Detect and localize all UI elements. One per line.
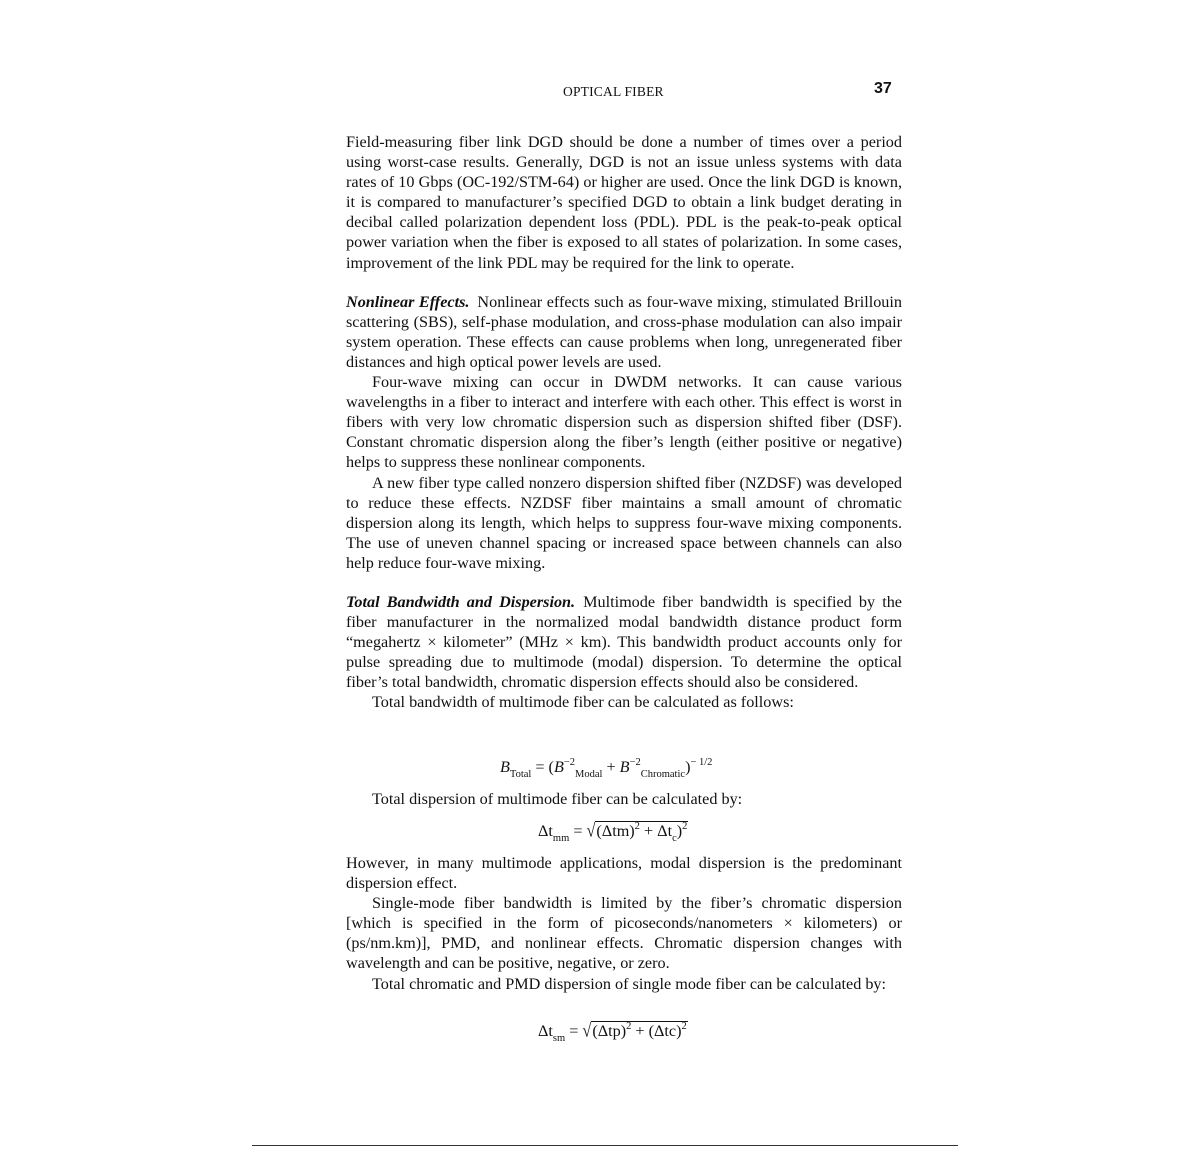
square-root-icon: √ [586, 820, 596, 842]
paragraph-nonlinear [346, 292, 902, 372]
paragraph-total-dispersion-mm: Total dispersion of multimode fiber can be calculated by: [372, 790, 743, 808]
text-block-2 [346, 789, 902, 809]
total-bandwidth-text: Multimode fiber bandwidth is specified by the fiber manufacturer in the normalized modal bandwidth distance product form “megahertz × kilometer” (MHz × km). This bandwidth product accounts only for pulse spreading due to multimode (modal) dispersion. To determine the optical fiber’s total bandwidth, chromatic dispersion effects should also be considered. [346, 592, 902, 692]
paragraph-however: However, in many multimode applications, modal dispersion is the predominant dispersion effect. [346, 854, 902, 893]
paragraph-total-chromatic: Total chromatic and PMD dispersion of single mode fiber can be calculated by: [372, 974, 887, 993]
equation-total-bandwidth: $B_{Total} = (B^{-2}_{Modal} + B^{-2}_{Chromatic})^{- 1/2}$ [500, 757, 713, 780]
equation-dispersion-sm: $\Delta t_{sm} = √(\Delta tp)^2 + (\Delta tc)^2$ [538, 1020, 687, 1044]
paragraph-single-mode: Single-mode fiber bandwidth is limited by the fiber’s chromatic dispersion [which is specified in the form of picoseconds/nanometers × kilometers) or (ps/nm.km)], PMD, and nonlinear effects. Chromatic dispersion changes with wavelength and can be positive, negative, or zero. [346, 894, 902, 973]
page-number: 37 [874, 80, 892, 97]
heading-total-bandwidth: Total Bandwidth and Dispersion. [346, 592, 576, 611]
paragraph-four-wave-mixing: Four-wave mixing can occur in DWDM networks. It can cause various wavelengths in a fiber to interact and interfere with each other. This effect is worst in fibers with very low chromatic dispersion such as dispersion shifted fiber (DSF). Constant chromatic dispersion along the fiber’s length (either positive or negative) helps to suppress these nonlinear components. [346, 373, 902, 472]
bottom-rule [252, 1145, 958, 1146]
running-head: OPTICAL FIBER [563, 84, 664, 99]
square-root-icon: √ [582, 1020, 592, 1042]
paragraph-total-bw-calc: Total bandwidth of multimode fiber can be calculated as follows: [372, 693, 794, 712]
paragraph-nzdsf: A new fiber type called nonzero dispersion shifted fiber (NZDSF) was developed to reduce these effects. NZDSF fiber maintains a small amount of chromatic dispersion along its length, which helps to suppress four-wave mixing components. The use of uneven channel spacing or increased space between channels can also help reduce four-wave mixing. [346, 473, 902, 572]
paragraph-dgd: Field-measuring fiber link DGD should be done a number of times over a period using worst-case results. Generally, DGD is not an issue unless systems with data rates of 10 Gbps (OC-192/STM-64) or higher are used. Once the link DGD is known, it is compared to manufacturer’s specified DGD to obtain a link budget derating in decibal called polarization dependent loss (PDL). PDL is the peak-to-peak optical power variation when the fiber is exposed to all states of polarization. In some cases, improvement of the link PDL may be required for the link to operate. [346, 133, 902, 272]
text-block-3 [346, 853, 902, 994]
equation-dispersion-mm: $\Delta t_{mm} = √(\Delta tm)^2 + \Delta t_c)^2$ [538, 820, 688, 844]
nonlinear-text: Nonlinear effects such as four-wave mixing, stimulated Brillouin scattering (SBS), self-phase modulation, and cross-phase modulation can also impair system operation. These effects can cause problems when long, unregenerated fiber distances and high optical power levels are used. [346, 292, 902, 371]
paragraph-total-bandwidth [346, 592, 902, 692]
text-block-1 [346, 132, 902, 713]
heading-nonlinear-effects: Nonlinear Effects. [346, 292, 470, 311]
